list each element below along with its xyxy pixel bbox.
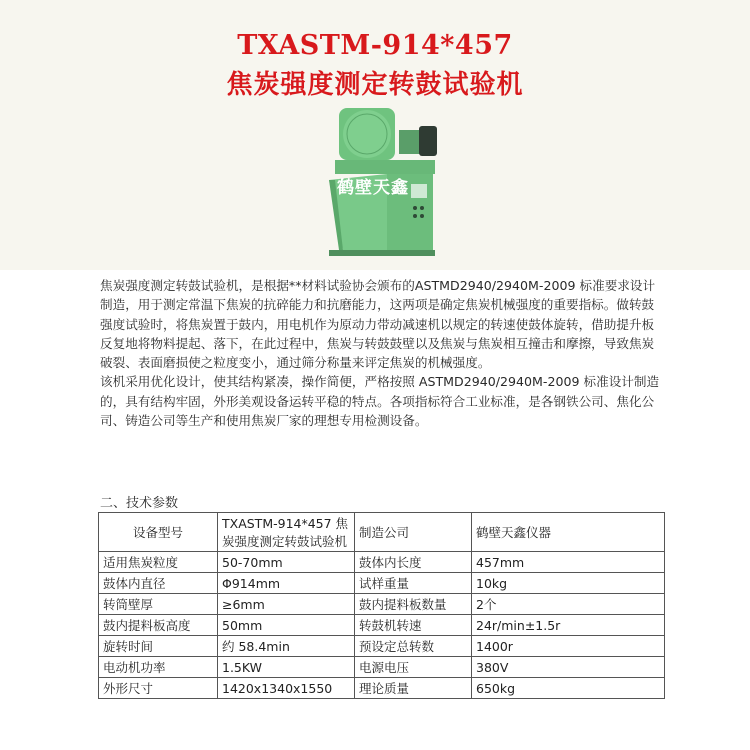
drum-face [343, 110, 391, 158]
table-cell: 鼓体内直径 [99, 573, 218, 594]
description [100, 276, 660, 430]
table-cell: 电源电压 [355, 657, 472, 678]
watermark-text: 鹤壁天鑫 [337, 178, 409, 198]
table-cell: 380V [472, 657, 665, 678]
table-cell: 预设定总转数 [355, 636, 472, 657]
control-panel [411, 184, 427, 198]
table-cell: 理论质量 [355, 678, 472, 699]
table-cell: 电动机功率 [99, 657, 218, 678]
description-paragraph-1: 焦炭强度测定转鼓试验机，是根据**材料试验协会颁布的ASTMD2940/2940M-2009 标准要求设计制造，用于测定常温下焦炭的抗碎能力和抗磨能力，这两项是确定焦炭机械强度的重要指标。做转鼓强度试验时，将焦炭置于鼓内，用电机作为原动力带动减速机以规定的转速使鼓体旋转，借助提升板反复地将物料提起、落下，在此过程中，焦炭与转鼓鼓壁以及焦炭与焦炭相互撞击和摩擦，导致焦炭破裂、表面磨损使之粒度变小，通过筛分称量来评定焦炭的机械强度。 [100, 278, 656, 371]
table-row [99, 573, 665, 594]
panel-button-icon [420, 206, 424, 210]
table-row [99, 657, 665, 678]
table-row [99, 594, 665, 615]
table-cell: 24r/min±1.5r [472, 615, 665, 636]
table-row [99, 636, 665, 657]
panel-button-icon [413, 214, 417, 218]
table-row [99, 552, 665, 573]
table-cell: 10kg [472, 573, 665, 594]
table-cell: Φ914mm [218, 573, 355, 594]
base-top [335, 160, 435, 174]
table-cell: 鼓体内长度 [355, 552, 472, 573]
panel-button-icon [420, 214, 424, 218]
spec-table [98, 512, 665, 699]
table-cell: 457mm [472, 552, 665, 573]
product-model-title: TXASTM-914*457 [237, 30, 513, 61]
machine-base [329, 250, 435, 256]
table-row [99, 513, 665, 552]
table-cell: 鹤壁天鑫仪器 [472, 513, 665, 552]
table-cell: 650kg [472, 678, 665, 699]
table-cell: 适用焦炭粒度 [99, 552, 218, 573]
product-name-title: 焦炭强度测定转鼓试验机 [226, 70, 524, 100]
section-title: 二、技术参数 [100, 496, 179, 511]
table-cell: 制造公司 [355, 513, 472, 552]
table-cell: 转筒壁厚 [99, 594, 218, 615]
table-cell: 1420x1340x1550 [218, 678, 355, 699]
table-cell: 旋转时间 [99, 636, 218, 657]
table-cell: 转鼓机转速 [355, 615, 472, 636]
description-paragraph-2: 该机采用优化设计，使其结构紧凑，操作简便，严格按照 ASTMD2940/2940M-2009 标准设计制造的，具有结构牢固，外形美观设备运转平稳的特点。各项指标符合工业标准，是各钢铁公司、焦化公司、铸造公司等生产和使用焦炭厂家的理想专用检测设备。 [100, 374, 660, 429]
table-cell: TXASTM-914*457 焦炭强度测定转鼓试验机 [218, 513, 355, 552]
table-row [99, 678, 665, 699]
table-cell: ≥6mm [218, 594, 355, 615]
table-cell: 外形尺寸 [99, 678, 218, 699]
panel-button-icon [413, 206, 417, 210]
table-cell: 50mm [218, 615, 355, 636]
table-cell: 鼓内提料板高度 [99, 615, 218, 636]
table-cell: 约 58.4min [218, 636, 355, 657]
table-cell: 鼓内提料板数量 [355, 594, 472, 615]
table-cell: 试样重量 [355, 573, 472, 594]
table-cell: 2个 [472, 594, 665, 615]
table-cell: 设备型号 [99, 513, 218, 552]
motor [419, 126, 437, 156]
table-cell: 1400r [472, 636, 665, 657]
table-row [99, 615, 665, 636]
table-cell: 1.5KW [218, 657, 355, 678]
table-cell: 50-70mm [218, 552, 355, 573]
